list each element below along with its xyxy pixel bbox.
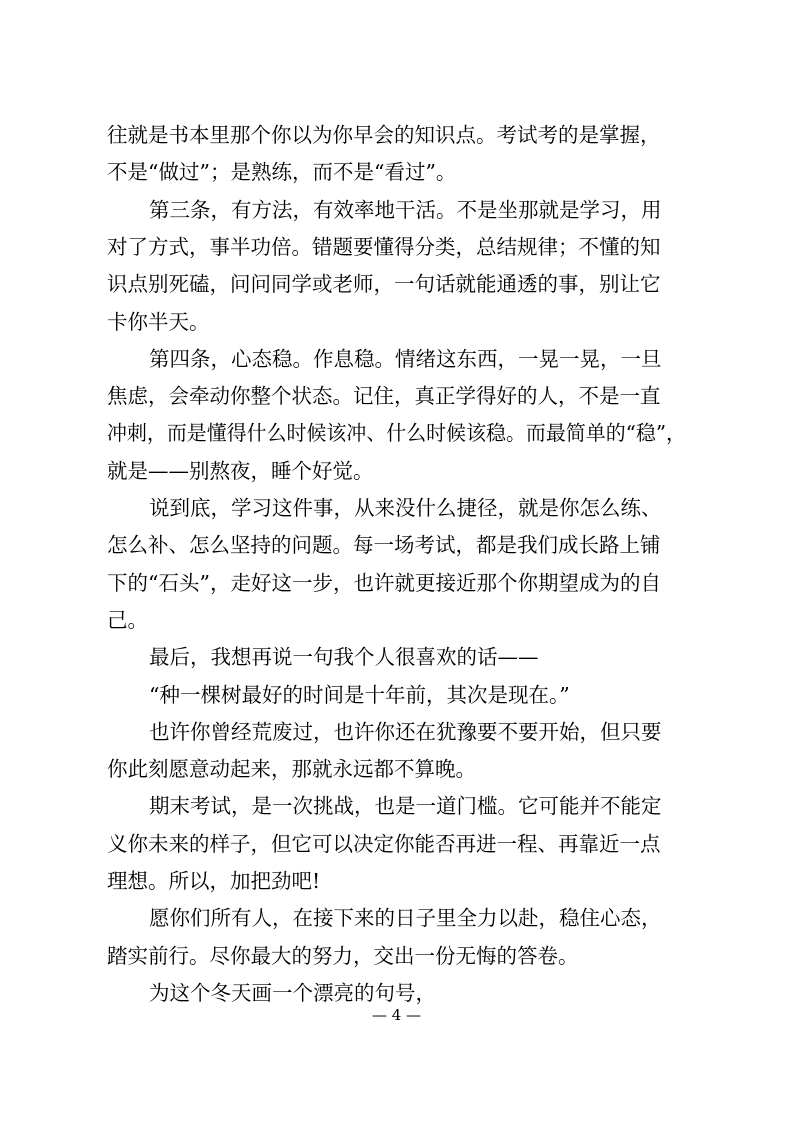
text-line-6: 卡你半天。	[107, 309, 210, 334]
text-line-24: 为这个冬天画一个漂亮的句号，	[149, 980, 436, 1005]
text-line-18: 你此刻愿意动起来，那就永远都不算晚。	[107, 757, 476, 782]
text-line-23: 踏实前行。尽你最大的努力，交出一份无悔的答卷。	[107, 943, 579, 968]
page-number: — 4 —	[371, 1006, 422, 1024]
text-line-21: 理想。所以，加把劲吧!	[107, 869, 321, 893]
text-line-11: 说到底，学习这件事，从来没什么捷径，就是你怎么练、	[149, 496, 662, 520]
text-line-17: 也许你曾经荒废过，也许你还在犹豫要不要开始，但只要	[149, 719, 662, 744]
text-line-13: 下的“石头”，走好这一步，也许就更接近那个你期望成为的自	[107, 570, 661, 595]
text-line-22: 愿你们所有人，在接下来的日子里全力以赴，稳住心态，	[149, 906, 662, 931]
text-line-5: 识点别死磕，问问同学或老师，一句话就能通透的事，别让它	[107, 272, 661, 297]
text-line-7: 第四条，心态稳。作息稳。情绪这东西，一晃一晃，一旦	[149, 346, 662, 371]
text-line-8: 焦虑，会牵动你整个状态。记住，真正学得好的人，不是一直	[107, 384, 661, 409]
text-line-3: 第三条，有方法，有效率地干活。不是坐那就是学习，用	[149, 197, 662, 222]
text-line-2: 不是“做过”；是熟练，而不是“看过”。	[107, 160, 457, 185]
text-line-12: 怎么补、怎么坚持的问题。每一场考试，都是我们成长路上铺	[107, 533, 661, 558]
text-line-16: “种一棵树最好的时间是十年前，其次是现在。”	[149, 682, 570, 707]
text-line-4: 对了方式，事半功倍。错题要懂得分类，总结规律；不懂的知	[107, 234, 661, 259]
text-line-20: 义你未来的样子，但它可以决定你能否再进一程、再靠近一点	[107, 831, 661, 856]
text-line-1: 往就是书本里那个你以为你早会的知识点。考试考的是掌握，	[107, 123, 661, 147]
text-line-9: 冲刺，而是懂得什么时候该冲、什么时候该稳。而最简单的“稳”，	[107, 421, 686, 446]
text-line-15: 最后，我想再说一句我个人很喜欢的话——	[149, 645, 539, 670]
text-line-14: 己。	[107, 607, 148, 632]
text-line-19: 期末考试，是一次挑战，也是一道门槛。它可能并不能定	[149, 794, 662, 819]
text-line-10: 就是——别熬夜，睡个好觉。	[107, 458, 374, 483]
